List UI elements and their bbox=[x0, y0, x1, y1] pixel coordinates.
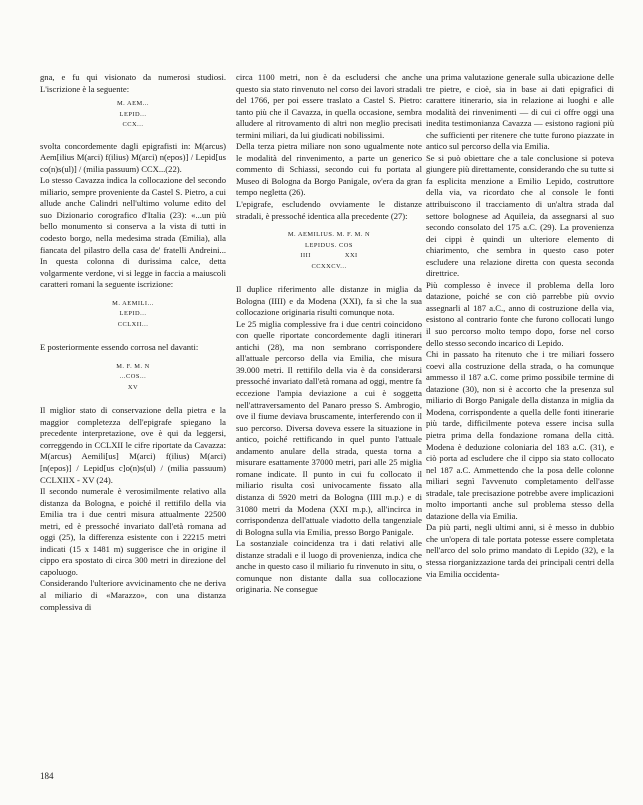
paragraph: Considerando l'ulteriore avvicinamento che ne deriva al miliario di «Marazzo», con una distanza complessiva di bbox=[40, 578, 226, 612]
inscription-line: LEPIDUS. COS bbox=[305, 241, 353, 249]
paragraph: Chi in passato ha ritenuto che i tre miliari fossero coevi alla costruzione della strada, o ha comunque ammesso il 187 a.C. come primo possibile termine di datazione (30), non si è accorto che la presenza sul miliario di Borgo Panigale della distanza in miglia da Modena, corrispondente a quella delle fonti itinerarie più tarde, difficilmente poteva essere incisa sulla pietra prima della fondazione romana della città. Modena è deduzione coloniaria del 183 a.C. (31), e ciò porta ad escludere che il cippo sia stato collocato nel 187 a.C. Ammettendo che la posa delle colonne miliari segnì l'avvenuto completamento dell'asse stradale, tale precisazione potrebbe avere implicazioni molto importanti anche sul problema stesso della datazione della via Emilia. bbox=[426, 349, 614, 521]
inscription-line: M. F. M. N bbox=[116, 362, 150, 370]
paragraph: Le 25 miglia complessive fra i due centri coincidono con quelle riportate concordemente dagli itinerari antichi (28), ma non sembrano corrispondere all'attuale percorso della via Emilia, che misura 39.000 metri. Il rettifilo della via è da considerarsi pressoché invariato dall'età romana ad oggi, mentre fa eccezione l'ampia deviazione a cui è soggetta nell'attraversamento del Panaro presso S. Ambrogio, ove il fiume deviava bruscamente, interferendo con il suo percorso. Diversa doveva essere la situazione in antico, poiché rettificando in quel punto l'attuale andamento anulare della strada, questa torna a misurare esattamente 37000 metri, pari alle 25 miglia romane indicate. Il punto in cui fu collocato il miliario risulta così univocamente fissato alla distanza di 5920 metri da Bologna (IIII m.p.) e di 31080 metri da Modena (XXI m.p.), all'incirca in corrispondenza dell'attuale viadotto della tangenziale di Bologna sulla via Emilia, presso Borgo Panigale. bbox=[236, 318, 422, 537]
paragraph: Lo stesso Cavazza indica la collocazione del secondo miliario, sempre proveniente da Castel S. Pietro, a cui allude anche Calindri nell'ultimo volume edito del suo Dizionario corografico d'Italia (23): «...un più bello monumento si conserva a la vista di tutti in codesto borgo, nella medesima strada (Emilia), alla fiancata del pilastro della casa de' fratelli Andreini... In questa colonna di durissima calce, detta volgarmente verdone, vi si legge in faccia a maiuscoli caratteri romani la seguente iscrizione: bbox=[40, 175, 226, 290]
page-number: 184 bbox=[40, 771, 54, 781]
paragraph: circa 1100 metri, non è da escludersi che anche questo sia stato rinvenuto nel corso dei lavori stradali del 1766, per poi essere traslato a Castel S. Pietro: tanto più che il Cavazza, in quella occasione, sembra alludere al ritrovamento di altri non meglio precisati termini miliari, da lui giudicati nobilissimi. bbox=[236, 72, 422, 140]
paragraph: Il duplice riferimento alle distanze in miglia da Bologna (IIII) e da Modena (XXI), fa sì che la sua collocazione originaria risulti comunque nota. bbox=[236, 284, 422, 318]
paragraph: Il secondo numerale è verosimilmente relativo alla distanza da Bologna, e poiché il rettifilo della via Emilia tra i due centri misura attualmente 22500 metri, ed è pressoché invariato dall'età romana ad oggi (25), la differenza esistente con i 22215 metri indicati (15 x 1481 m) suggerisce che in origine il cippo era spostato di circa 300 metri in direzione del capoluogo. bbox=[40, 486, 226, 577]
inscription-3 bbox=[40, 362, 226, 394]
inscription-2 bbox=[40, 299, 226, 331]
inscription-distance-modena: XXI bbox=[344, 252, 358, 260]
inscription-4 bbox=[236, 230, 422, 272]
column-left bbox=[40, 72, 226, 613]
paragraph: Più complesso è invece il problema della loro datazione, poiché se con ciò parrebbe più ovvio assegnarli al 187 a.C., anno di costruzione della via, esistono al contrario fonte che furono collocati lungo il suo percorso molto tempo dopo, forse nel corso dello stesso secondo incarico di Lepido. bbox=[426, 279, 614, 348]
inscription-distances bbox=[236, 251, 422, 262]
inscription-line: LEPID... bbox=[119, 310, 147, 318]
paragraph: L'epigrafe, escludendo ovviamente le distanze stradali, è pressoché identica alla precedente (27): bbox=[236, 199, 422, 221]
inscription-line: XV bbox=[127, 383, 139, 391]
paragraph: Il miglior stato di conservazione della pietra e la maggior completezza dell'epigrafe spiegano la precedente interpretazione, ove è qui da leggersi, correggendo in CCLXII le cifre riportate da Cavazza: M(arcus) Aemili[us] M(arci) f(ilius) M(arci) [n(epos)] / Lepid[us c]o(n)s(ul) / (milia passuum) CCLXIIX - XV (24). bbox=[40, 405, 226, 485]
inscription-line: M. AEM... bbox=[116, 100, 150, 108]
inscription-line: M. AEMILI... bbox=[112, 299, 154, 307]
inscription-line: M. AEMILIUS. M. F. M. N bbox=[287, 231, 371, 239]
paragraph: Se si può obiettare che a tale conclusione si poteva giungere più direttamente, considerando che su tutte si fa esplicita menzione a Emilio Lepido, costruttore della via, va ricordato che al console le fonti attribuiscono il tracciamento di un'altra strada dal settore bolognese ad Aquileia, da assegnarsi al suo secondo consolato del 175 a.C. (29). La provenienza dei cippi è quindi un ulteriore elemento di chiarimento, che sembra in questo caso poter escludere una relazione diretta con questa seconda direttrice. bbox=[426, 152, 614, 279]
paragraph: La sostanziale coincidenza tra i dati relativi alle distanze stradali e il luogo di provenienza, indica che anche in questo caso il miliario fu rinvenuto in situ, o comunque non distante dalla sua collocazione originaria. Ne consegue bbox=[236, 538, 422, 595]
inscription-distance-bologna: IIII bbox=[300, 252, 311, 260]
paragraph: E posteriormente essendo corrosa nel davanti: bbox=[40, 342, 199, 353]
column-right bbox=[426, 72, 614, 580]
inscription-line: ...COS... bbox=[119, 373, 147, 381]
inscription-line: LEPID... bbox=[119, 110, 147, 118]
paragraph: Da più parti, negli ultimi anni, si è messo in dubbio che un'opera di tale portata potesse essere completata nell'arco del solo primo mandato di Lepido (32), e la stessa riorganizzazione tarda dei principali centri della via Emilia occidenta- bbox=[426, 522, 614, 579]
inscription-line: CCLXII... bbox=[117, 320, 149, 328]
paragraph: svolta concordemente dagli epigrafisti in: M(arcus) Aem[ilius M(arci) f(ilius) M(arci) n(epos)] / Lepid[us co(n)s(ul)] / (milia passuum) CCX...(22). bbox=[40, 140, 226, 174]
inscription-1 bbox=[40, 99, 226, 131]
paragraph: gna, e fu qui visionato da numerosi studiosi. L'iscrizione è la seguente: bbox=[40, 72, 226, 94]
inscription-line: CCXXCV... bbox=[311, 262, 347, 270]
column-middle bbox=[236, 72, 422, 596]
inscription-line: CCX... bbox=[122, 121, 144, 129]
paragraph: una prima valutazione generale sulla ubicazione delle tre pietre, e cioè, sia in base ai dati epigrafici di carattere itinerario, sia in relazione ai luoghi e alle modalità dei rinvenimenti — di cui ci offre oggi una inedita testimonianza Cavazza — esistono ragioni più che sufficienti per ritenere che tutte furono piazzate in antico sul percorso della via Emilia. bbox=[426, 72, 614, 152]
paragraph: Della terza pietra miliare non sono ugualmente note le modalità del rinvenimento, a parte un generico commento di Schiassi, secondo cui fu portata al Museo di Bologna da Borgo Panigale, ov'era da gran tempo negletta (26). bbox=[236, 141, 422, 198]
